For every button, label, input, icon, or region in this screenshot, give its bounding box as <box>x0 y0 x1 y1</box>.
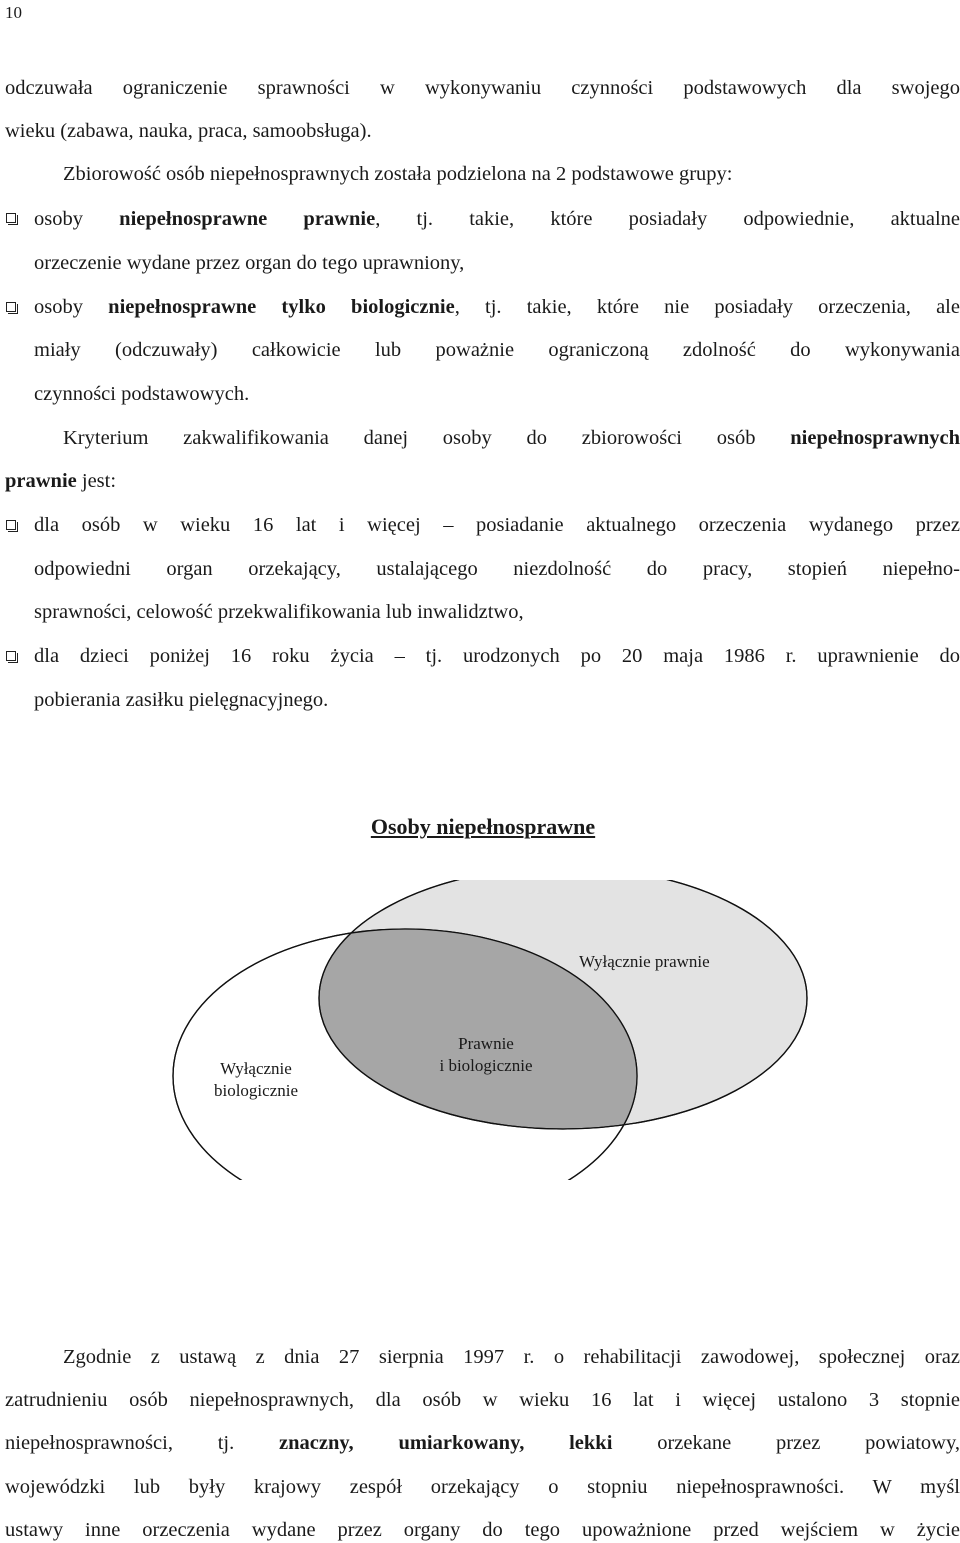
list-item-line: miały (odczuwały) całkowicie lub poważnie ograniczoną zdolność do wykonywania <box>34 339 960 361</box>
list-item-line: sprawności, celowość przekwalifikowania lub inwalidztwo, <box>34 601 524 623</box>
list-item-line: orzeczenie wydane przez organ do tego uprawniony, <box>34 252 465 274</box>
bold-term: prawnie <box>5 470 77 492</box>
checkbox-bullet-icon <box>6 520 16 530</box>
paragraph-line: Zgodnie z ustawą z dnia 27 sierpnia 1997 r. o rehabilitacji zawodowej, społecznej oraz <box>63 1346 960 1368</box>
checkbox-bullet-icon <box>6 302 16 312</box>
degree-term: znaczny <box>279 1432 349 1454</box>
list-item: osoby niepełnosprawne prawnie, tj. takie, które posiadały odpowiednie, aktualne <box>34 208 960 230</box>
paragraph-line: prawnie jest: <box>5 470 117 492</box>
label-both: Prawnie i biologicznie <box>439 1034 533 1075</box>
bold-term: niepełnosprawnych <box>790 427 960 449</box>
paragraph-line: odczuwała ograniczenie sprawności w wykonywaniu czynności podstawowych dla swojego <box>5 77 960 99</box>
page-number: 10 <box>5 3 22 22</box>
venn-diagram <box>0 880 960 1180</box>
label-bio-only: Wyłącznie biologicznie <box>213 1059 299 1100</box>
checkbox-bullet-icon <box>6 213 16 223</box>
label-legal-only: Wyłącznie prawnie <box>579 952 710 971</box>
degree-term: umiarkowany <box>398 1432 520 1454</box>
paragraph-line: Kryterium zakwalifikowania danej osoby do zbiorowości osób niepełnosprawnych <box>63 427 960 449</box>
bold-term: niepełnosprawne tylko biologicznie <box>108 296 455 318</box>
paragraph-line: zatrudnieniu osób niepełnosprawnych, dla osób w wieku 16 lat i więcej ustalono 3 stopnie <box>5 1389 960 1411</box>
diagram-title: Osoby niepełnosprawne <box>370 814 596 839</box>
paragraph-line: wojewódzki lub były krajowy zespół orzekający o stopniu niepełnosprawności. W myśl <box>5 1476 960 1498</box>
list-item-line: odpowiedni organ orzekający, ustalającego niezdolność do pracy, stopień niepełno- <box>34 558 960 580</box>
checkbox-bullet-icon <box>6 651 16 661</box>
paragraph-line: niepełnosprawności, tj. znaczny, umiarkowany, lekki orzekane przez powiatowy, <box>5 1432 960 1454</box>
list-item: dla dzieci poniżej 16 roku życia – tj. urodzonych po 20 maja 1986 r. uprawnienie do <box>34 645 960 667</box>
list-item-line: czynności podstawowych. <box>34 383 250 405</box>
list-item: osoby niepełnosprawne tylko biologicznie, tj. takie, które nie posiadały orzeczenia, ale <box>34 296 960 318</box>
degree-term: lekki <box>569 1432 613 1454</box>
paragraph-line: Zbiorowość osób niepełnosprawnych została podzielona na 2 podstawowe grupy: <box>63 163 733 185</box>
paragraph-line: wieku (zabawa, nauka, praca, samoobsługa). <box>5 120 372 142</box>
list-item-line: pobierania zasiłku pielęgnacyjnego. <box>34 689 329 711</box>
paragraph-line: ustawy inne orzeczenia wydane przez organy do tego upoważnione przed wejściem w życie <box>5 1519 960 1541</box>
list-item: dla osób w wieku 16 lat i więcej – posiadanie aktualnego orzeczenia wydanego przez <box>34 514 960 536</box>
bold-term: niepełnosprawne prawnie <box>119 208 376 230</box>
